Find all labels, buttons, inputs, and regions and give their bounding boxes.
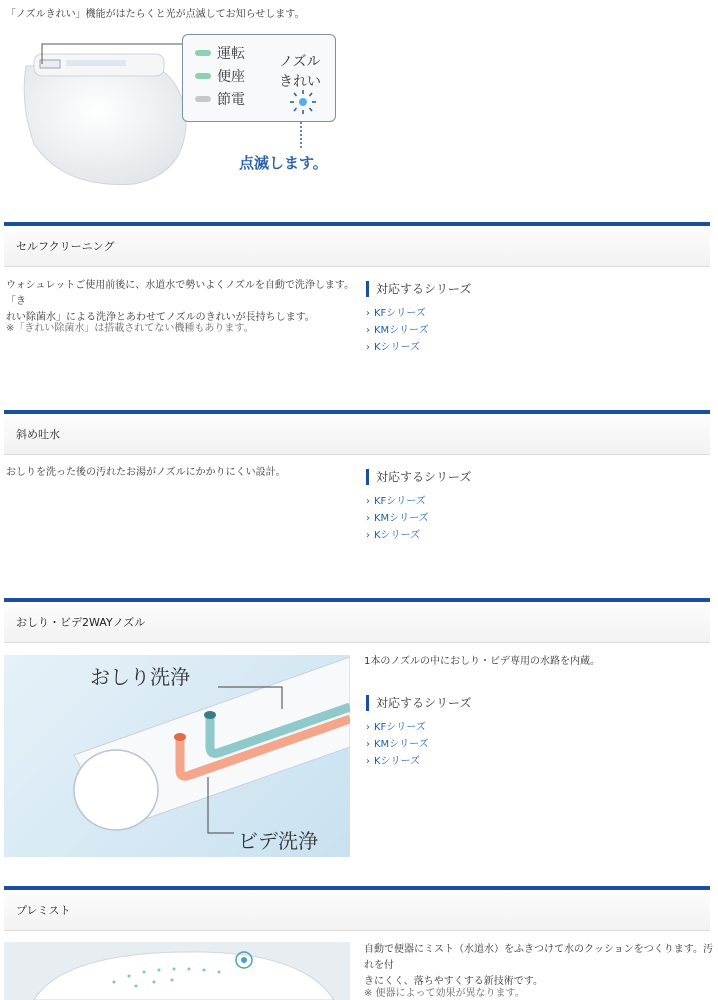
series-link-kf[interactable]: › KFシリーズ bbox=[366, 719, 429, 736]
section-title: 斜め吐水 bbox=[16, 428, 60, 441]
series-link-kf[interactable]: › KFシリーズ bbox=[366, 305, 429, 322]
nozzle-cutaway-image bbox=[4, 655, 350, 857]
desc-line: 1本のノズルの中におしり・ビデ専用の水路を内蔵。 bbox=[364, 656, 600, 667]
section-header-premist bbox=[4, 886, 710, 931]
indicator-label: 運転 bbox=[217, 46, 245, 62]
premist-illustration bbox=[4, 942, 350, 1000]
section-header-2way-nozzle bbox=[4, 598, 710, 643]
series-list bbox=[366, 305, 429, 356]
section-description bbox=[364, 942, 714, 990]
section-title: セルフクリーニング bbox=[16, 240, 115, 253]
series-heading: 対応するシリーズ bbox=[366, 469, 471, 485]
section-description bbox=[6, 465, 356, 481]
section-title: おしり・ビデ2WAYノズル bbox=[16, 616, 146, 629]
indicator-led-seat bbox=[195, 73, 211, 79]
series-link-km[interactable]: › KMシリーズ bbox=[366, 322, 429, 339]
series-heading: 対応するシリーズ bbox=[366, 281, 471, 297]
series-link-k[interactable]: › Kシリーズ bbox=[366, 339, 429, 356]
indicator-panel bbox=[182, 34, 336, 122]
nozzle-label-line2: きれい bbox=[279, 74, 321, 90]
indicator-led-run bbox=[195, 50, 211, 56]
series-link-k[interactable]: › Kシリーズ bbox=[366, 753, 429, 770]
series-link-kf[interactable]: › KFシリーズ bbox=[366, 493, 429, 510]
series-heading: 対応するシリーズ bbox=[366, 695, 471, 711]
desc-line: きにくく、落ちやすくする新技術です。 bbox=[364, 976, 543, 987]
desc-line: 自動で便器にミスト（水道水）をふきつけて水のクッションをつくります。汚れを付 bbox=[364, 944, 713, 971]
section-description bbox=[364, 654, 714, 670]
nozzle-blink-icon bbox=[285, 89, 321, 115]
nozzle-label-line1: ノズル bbox=[279, 54, 321, 70]
desc-line: ウォシュレットご使用前後に、水道水で勢いよくノズルを自動で洗浄します。「き bbox=[6, 280, 355, 307]
series-link-k[interactable]: › Kシリーズ bbox=[366, 527, 429, 544]
section-note: ※ 便器によって効果が異なります。 bbox=[364, 988, 525, 999]
premist-image bbox=[4, 942, 350, 1000]
intro-text: 「ノズルきれい」機能がはたらくと光が点滅してお知らせします。 bbox=[6, 9, 305, 20]
series-list bbox=[366, 719, 429, 770]
series-link-km[interactable]: › KMシリーズ bbox=[366, 736, 429, 753]
connector-line bbox=[38, 40, 188, 70]
blink-caption: 点滅します。 bbox=[239, 154, 328, 172]
desc-line: おしりを洗った後の汚れたお湯がノズルにかかりにくい設計。 bbox=[6, 467, 286, 478]
section-note: ※「きれい除菌水」は搭載されてない機種もあります。 bbox=[6, 323, 254, 334]
indicator-led-eco bbox=[195, 96, 211, 102]
blink-pointer-line bbox=[298, 122, 304, 148]
section-header-diagonal-spray bbox=[4, 410, 710, 455]
desc-line: れい除菌水」による洗浄とあわせてノズルのきれいが長持ちします。 bbox=[6, 312, 315, 323]
section-title: プレミスト bbox=[16, 904, 71, 917]
series-link-km[interactable]: › KMシリーズ bbox=[366, 510, 429, 527]
label-oshiri-wash: おしり洗浄 bbox=[90, 665, 190, 689]
series-list bbox=[366, 493, 429, 544]
indicator-label: 節電 bbox=[217, 92, 245, 108]
indicator-label: 便座 bbox=[217, 69, 245, 85]
section-header-self-cleaning bbox=[4, 222, 710, 267]
label-bidet-wash: ビデ洗浄 bbox=[238, 829, 318, 853]
